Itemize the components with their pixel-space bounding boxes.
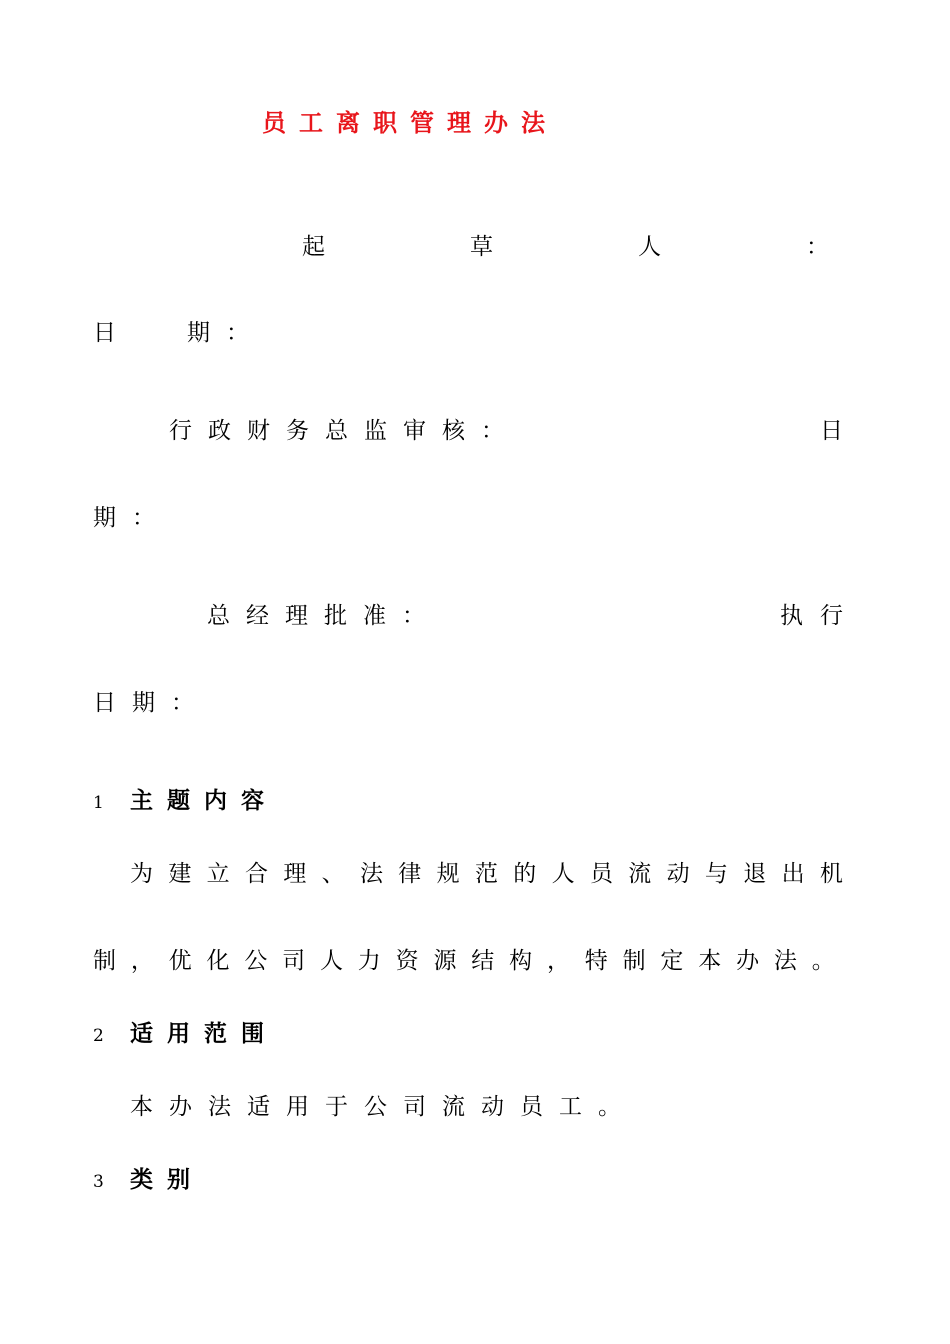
section-1-paragraph-line-2 — [93, 950, 835, 973]
exec-date-label-part1: 执行 — [780, 603, 860, 629]
para-char: ， — [546, 948, 570, 974]
para-char: 人 — [551, 861, 575, 887]
para-char: 力 — [357, 948, 381, 974]
para-char: 、 — [321, 861, 345, 887]
para-char: 与 — [704, 861, 728, 887]
para-char: 定 — [660, 948, 684, 974]
para-char: 特 — [584, 948, 608, 974]
para-char: 制 — [622, 948, 646, 974]
section-number: 2 — [93, 1026, 104, 1046]
para-char: 资 — [395, 948, 419, 974]
para-char: 退 — [743, 861, 767, 887]
drafter-date-label: 期： — [187, 320, 265, 346]
para-char: 制 — [93, 948, 116, 974]
section-number: 1 — [93, 793, 104, 813]
para-char: 本 — [698, 948, 722, 974]
para-char: 规 — [436, 861, 460, 887]
para-char: 流 — [628, 861, 652, 887]
para-char: 法 — [773, 948, 797, 974]
section-heading: 类别 — [130, 1167, 204, 1193]
para-char: 范 — [474, 861, 498, 887]
para-char: 出 — [781, 861, 805, 887]
para-char: 动 — [666, 861, 690, 887]
para-char: 。 — [811, 948, 835, 974]
drafter-char: 人 — [638, 234, 661, 260]
para-char: 建 — [168, 861, 192, 887]
drafter-line — [302, 236, 829, 259]
section-heading: 适用范围 — [130, 1021, 278, 1047]
drafter-char: 草 — [470, 234, 493, 260]
section-1-paragraph-line-1 — [130, 863, 843, 886]
section-2-paragraph: 本办法适用于公司流动员工。 — [130, 1094, 637, 1120]
exec-date-label-part2: 日期： — [93, 690, 210, 716]
reviewer-date-char-1: 日 — [820, 418, 843, 444]
para-char: 法 — [359, 861, 383, 887]
para-char: 化 — [206, 948, 230, 974]
section-number: 3 — [93, 1172, 104, 1192]
para-char: 人 — [319, 948, 343, 974]
para-char: 结 — [471, 948, 495, 974]
para-char: 优 — [168, 948, 192, 974]
drafter-char: 起 — [302, 234, 325, 260]
para-char: 的 — [513, 861, 537, 887]
reviewer-label: 行政财务总监审核： — [169, 418, 520, 444]
para-char: 司 — [282, 948, 306, 974]
para-char: 员 — [589, 861, 613, 887]
para-char: 机 — [819, 861, 843, 887]
drafter-date-char-1: 日 — [93, 320, 132, 346]
para-char: 合 — [244, 861, 268, 887]
para-char: 公 — [244, 948, 268, 974]
para-char: 律 — [398, 861, 422, 887]
para-char: 理 — [283, 861, 307, 887]
para-char: 源 — [433, 948, 457, 974]
reviewer-date-label: 期： — [93, 505, 171, 531]
drafter-char: ： — [806, 234, 829, 260]
para-char: ， — [130, 948, 154, 974]
para-char: 构 — [509, 948, 533, 974]
para-char: 为 — [130, 861, 153, 887]
section-heading: 主题内容 — [130, 788, 278, 814]
para-char: 办 — [736, 948, 760, 974]
approver-label: 总经理批准： — [207, 603, 441, 629]
para-char: 立 — [206, 861, 230, 887]
document-title: 员工离职管理办法 — [262, 109, 558, 137]
